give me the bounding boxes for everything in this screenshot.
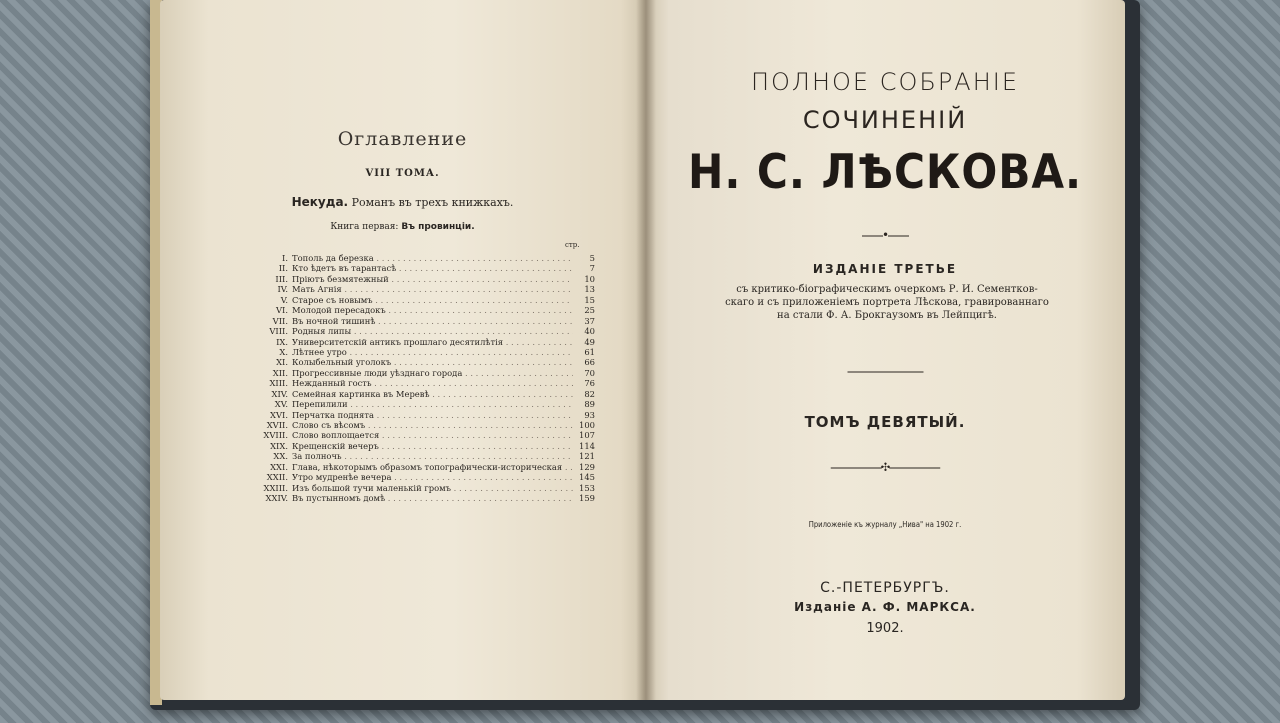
toc-page-number: 66 <box>584 357 595 368</box>
toc-chapter-title: Колыбельный уголокъ . . . <box>292 357 573 367</box>
toc-chapter-number: XXI. <box>270 461 288 472</box>
toc-chapter-number: XIV. <box>271 388 288 399</box>
toc-chapter-number: II. <box>278 263 288 274</box>
toc-chapter-title: Лѣтнее утро . . . <box>292 347 573 357</box>
toc-page-number: 25 <box>584 305 595 316</box>
toc-page-number: 100 <box>579 420 595 430</box>
toc-chapter-number: VII. <box>272 315 288 326</box>
toc-page-number: 13 <box>584 284 595 295</box>
toc-row <box>255 451 595 461</box>
toc-chapter-title: Кто ѣдетъ въ тарантасѣ . . . <box>292 263 573 273</box>
toc-chapter-number: IX. <box>276 336 288 347</box>
toc-chapter-title: Тополь да березка . . . <box>292 253 573 263</box>
description-line: на стали Ф. А. Брокгаузомъ въ Лейпцигѣ. <box>777 310 997 321</box>
toc-chapter-number: XV. <box>274 399 288 410</box>
toc-chapter-title: Изъ большой тучи маленькій громъ . . . <box>292 483 573 493</box>
toc-chapter-title: Въ ночной тишинѣ . . . <box>292 316 573 326</box>
publisher: Изданіе А. Ф. МАРКСА. <box>794 600 976 614</box>
toc-chapter-title: Слово съ вѣсомъ . . . <box>292 420 573 430</box>
novel-subtitle: Романъ въ трехъ книжкахъ. <box>351 196 514 209</box>
publication-year: 1902. <box>866 621 904 636</box>
toc-row <box>255 284 595 294</box>
toc-chapter-title: Слово воплощается . . . <box>292 430 573 440</box>
novel-title: Некуда. <box>291 195 349 209</box>
toc-page-number: 93 <box>584 409 595 420</box>
toc-page-number: 82 <box>584 388 595 399</box>
page-column-header: стр. <box>565 241 580 249</box>
toc-chapter-number: XI. <box>276 357 288 368</box>
toc-chapter-number: XIX. <box>270 440 288 451</box>
right-page <box>645 0 1125 700</box>
toc-row <box>255 326 595 336</box>
toc-chapter-number: VI. <box>275 305 288 316</box>
toc-row <box>255 430 595 440</box>
toc-row <box>255 368 595 378</box>
toc-page-number: 114 <box>579 440 595 451</box>
toc-page-number: 5 <box>589 253 595 263</box>
book-spine-shadow <box>636 0 656 700</box>
toc-row <box>255 441 595 451</box>
toc-chapter-title: Старое съ новымъ . . . <box>292 295 573 305</box>
volume-title: ТОМЪ ДЕВЯТЫЙ. <box>804 413 966 431</box>
appendix-note: Приложеніе къ журналу „Нива" на 1902 г. <box>808 520 962 529</box>
toc-chapter-number: XIII. <box>269 378 288 389</box>
toc-row <box>255 316 595 326</box>
toc-row <box>255 399 595 409</box>
publication-city: С.-ПЕТЕРБУРГЪ. <box>820 580 950 596</box>
toc-chapter-number: XXIII. <box>263 482 288 493</box>
toc-novel-line <box>160 195 645 209</box>
toc-row <box>255 493 595 503</box>
toc-chapter-title: Перчатка поднята . . . <box>292 410 573 420</box>
toc-chapter-title: Перепилили . . . <box>292 399 573 409</box>
ornament-divider-1: ⎯⎯⎯⎯•⎯⎯⎯⎯ <box>861 228 909 242</box>
toc-chapter-title: Университетскій антикъ прошлаго десятилѣтія . . . <box>292 337 573 347</box>
toc-chapter-number: XX. <box>273 451 288 462</box>
toc-list <box>255 253 595 504</box>
toc-chapter-number: III. <box>275 273 288 284</box>
toc-page-number: 89 <box>584 399 595 410</box>
toc-chapter-title: Родныя липы . . . <box>292 326 573 336</box>
toc-page-number: 107 <box>579 430 595 441</box>
toc-row <box>255 253 595 263</box>
toc-chapter-number: VIII. <box>269 326 288 337</box>
toc-row <box>255 305 595 315</box>
toc-chapter-title: Мать Агнія . . . <box>292 284 573 294</box>
toc-row <box>255 389 595 399</box>
toc-row <box>255 357 595 367</box>
toc-page-number: 61 <box>584 346 595 357</box>
book-name: Въ провинціи. <box>401 222 475 232</box>
left-page <box>160 0 645 700</box>
edition-label: ИЗДАНІЕ ТРЕТЬЕ <box>812 262 958 276</box>
toc-page-number: 145 <box>579 472 595 483</box>
toc-page-number: 153 <box>579 482 595 493</box>
toc-chapter-title: За полночь . . . <box>292 451 573 461</box>
toc-row <box>255 483 595 493</box>
toc-title: Оглавление <box>337 128 468 150</box>
toc-row <box>255 274 595 284</box>
toc-chapter-title: Нежданный гость . . . <box>292 378 573 388</box>
toc-chapter-title: Семейная картинка въ Меревѣ . . . <box>292 389 573 399</box>
toc-row <box>255 295 595 305</box>
toc-chapter-title: Глава, нѣкоторымъ образомъ топографически-историческая . . . <box>292 462 573 472</box>
toc-chapter-title: Утро мудренѣе вечера . . . <box>292 472 573 482</box>
toc-page-number: 121 <box>579 451 595 462</box>
ornament-divider-3: ⎯⎯⎯⎯⎯⎯⎯⎯⎯⎯✣⎯⎯⎯⎯⎯⎯⎯⎯⎯⎯ <box>830 460 940 474</box>
description-line: скаго и съ приложеніемъ портрета Лѣскова, гравированнаго <box>725 297 1049 308</box>
toc-chapter-title: Пріютъ безмятежный . . . <box>292 274 573 284</box>
toc-chapter-number: V. <box>280 294 288 305</box>
edition-description <box>697 283 1077 322</box>
toc-chapter-title: Молодой пересадокъ . . . <box>292 305 573 315</box>
toc-row <box>255 472 595 482</box>
author-name: Н. С. ЛѢСКОВА. <box>688 145 1082 200</box>
toc-chapter-number: X. <box>279 346 288 357</box>
toc-page-number: 15 <box>584 294 595 305</box>
toc-chapter-number: XXII. <box>266 472 288 483</box>
toc-chapter-title: Прогрессивные люди уѣзднаго города . . . <box>292 368 573 378</box>
title-line-1: ПОЛНОЕ СОБРАНІЕ <box>750 68 1019 96</box>
toc-row <box>255 337 595 347</box>
toc-page-number: 37 <box>584 315 595 326</box>
toc-page-number: 10 <box>584 273 595 284</box>
toc-page-number: 159 <box>579 493 595 504</box>
toc-page-number: 70 <box>584 367 595 378</box>
toc-chapter-number: IV. <box>277 284 288 295</box>
toc-chapter-title: Крещенскій вечеръ . . . <box>292 441 573 451</box>
toc-chapter-number: XVIII. <box>263 430 288 441</box>
title-line-2: СОЧИНЕНІЙ <box>802 106 968 134</box>
toc-page-number: 49 <box>584 336 595 347</box>
ornament-divider-2: ⎯⎯⎯⎯⎯⎯⎯⎯⎯⎯⎯⎯⎯⎯⎯ <box>847 364 923 378</box>
book-label: Книга первая: <box>330 222 399 232</box>
toc-row <box>255 347 595 357</box>
toc-book-line <box>160 222 645 232</box>
toc-row <box>255 410 595 420</box>
toc-volume-label: VIII ТОМА. <box>365 168 440 179</box>
toc-page-number: 7 <box>589 263 595 274</box>
toc-chapter-title: Въ пустынномъ домѣ . . . <box>292 493 573 503</box>
toc-row <box>255 462 595 472</box>
toc-page-number: 129 <box>579 461 595 472</box>
toc-chapter-number: XII. <box>272 367 288 378</box>
toc-row <box>255 263 595 273</box>
toc-row <box>255 378 595 388</box>
toc-page-number: 40 <box>584 326 595 337</box>
toc-chapter-number: I. <box>282 253 288 263</box>
toc-row <box>255 420 595 430</box>
toc-chapter-number: XVI. <box>270 409 288 420</box>
toc-chapter-number: XVII. <box>266 420 288 430</box>
toc-page-number: 76 <box>584 378 595 389</box>
toc-chapter-number: XXIV. <box>265 493 288 504</box>
description-line: съ критико-біографическимъ очеркомъ Р. И. Сементков- <box>736 284 1038 295</box>
